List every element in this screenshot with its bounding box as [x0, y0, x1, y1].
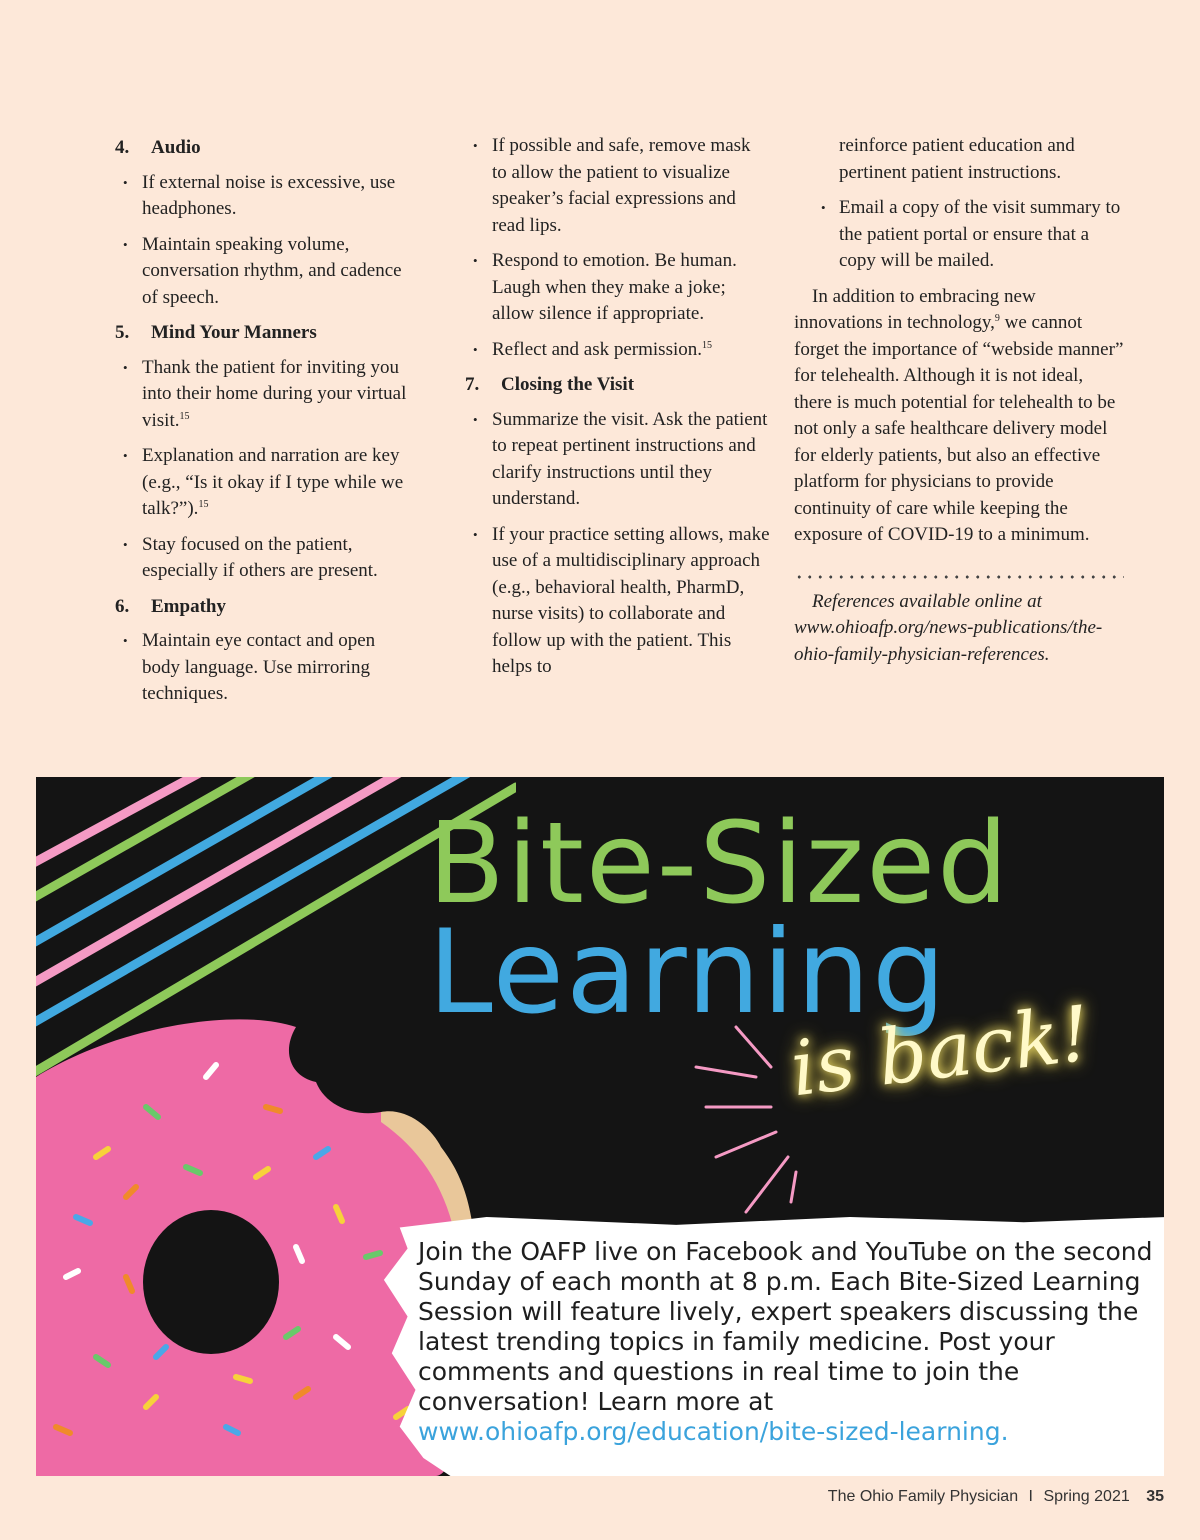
- empathy-list-continued: [465, 133, 770, 363]
- list-item-text: Respond to emotion. Be human. Laugh when they make a joke; allow silence if appropriate.: [492, 250, 737, 324]
- list-item: [115, 355, 415, 435]
- ad-link[interactable]: www.ohioafp.org/education/bite-sized-learning.: [418, 1417, 1009, 1446]
- bullet-icon: •: [123, 359, 128, 375]
- article-column-1: [115, 133, 415, 717]
- bullet-icon: •: [473, 411, 478, 427]
- list-item: [794, 195, 1124, 275]
- audio-list: [115, 170, 415, 312]
- list-item-text: Maintain eye contact and open body language. Use mirroring techniques.: [142, 630, 376, 704]
- page-footer: [828, 1488, 1164, 1506]
- list-item-text: If external noise is excessive, use headphones.: [142, 171, 396, 219]
- list-item-text: If possible and safe, remove mask to allow the patient to visualize speaker’s facial expressions and read lips.: [492, 135, 751, 236]
- list-item: [115, 532, 415, 585]
- publication-name: The Ohio Family Physician: [827, 1488, 1019, 1505]
- list-item-text: Stay focused on the patient, especially if others are present.: [142, 533, 378, 581]
- list-item: [465, 337, 770, 364]
- bullet-icon: •: [123, 448, 128, 463]
- empathy-list: [115, 628, 415, 708]
- list-item: [115, 170, 415, 223]
- section-heading-audio: [115, 135, 415, 162]
- list-item: [115, 628, 415, 708]
- closing-list: [465, 407, 770, 681]
- section-number: 4.: [115, 137, 130, 158]
- section-number: 5.: [115, 322, 130, 343]
- bullet-icon: •: [123, 174, 128, 190]
- list-item-continued: reinforce patient education and pertinent patient instructions.: [839, 135, 1075, 183]
- list-item: [115, 232, 415, 312]
- section-title: Mind Your Manners: [151, 322, 317, 343]
- list-item: [465, 133, 770, 239]
- list-item-text: If your practice setting allows, make use of a multidisciplinary approach (e.g., behavioral health, PharmD, nurse visits) to collaborate and follow up with the patient. This helps to: [492, 523, 770, 677]
- reference-marker: 15: [198, 499, 209, 510]
- reference-marker: 15: [179, 410, 190, 422]
- list-item-text: Thank the patient for inviting you into their home during your virtual visit.: [142, 356, 407, 431]
- list-item-text: Explanation and narration are key (e.g., “Is it okay if I type while we talk?”).: [142, 445, 404, 519]
- manners-list: [115, 355, 415, 585]
- donut-hole: [143, 1210, 279, 1354]
- references-note: References available online at www.ohioafp.org/news-publications/the-ohio-family-physician-references.: [794, 590, 1103, 665]
- bite-sized-learning-ad: [36, 777, 1164, 1476]
- bullet-icon: •: [123, 536, 128, 552]
- section-title: Closing the Visit: [501, 374, 635, 395]
- bullet-icon: •: [123, 236, 128, 252]
- bullet-icon: •: [123, 633, 128, 648]
- ad-title-line-1: Bite-Sized: [428, 799, 1011, 929]
- bullet-icon: •: [473, 526, 478, 542]
- reference-marker: 9: [994, 313, 1000, 324]
- list-item-text: Summarize the visit. Ask the patient to repeat pertinent instructions and clarify instructions until they understand.: [492, 408, 768, 509]
- footer-separator: I: [1028, 1488, 1033, 1505]
- bullet-icon: •: [473, 138, 478, 153]
- section-heading-manners: [115, 320, 415, 347]
- section-number: 6.: [115, 595, 130, 617]
- list-item-text: Maintain speaking volume, conversation rhythm, and cadence of speech.: [142, 233, 402, 308]
- ad-tagline: is back!: [786, 988, 1096, 1114]
- section-heading-closing: [465, 372, 770, 399]
- reference-marker: 15: [702, 339, 713, 351]
- section-heading-empathy: [115, 594, 415, 621]
- article-column-3: [794, 133, 1124, 668]
- bullet-icon: •: [473, 341, 478, 357]
- bullet-icon: •: [821, 200, 826, 215]
- paragraph-text: In addition to embracing new innovations in technology,: [794, 285, 1036, 333]
- list-item-text: Email a copy of the visit summary to the patient portal or ensure that a copy will be mailed.: [839, 197, 1121, 271]
- section-title: Audio: [151, 137, 201, 158]
- article-column-2: [465, 133, 770, 690]
- list-item-text: Reflect and ask permission.: [492, 338, 703, 360]
- issue-label: Spring 2021: [1043, 1488, 1130, 1505]
- list-item: [465, 522, 770, 681]
- ad-body-text: Join the OAFP live on Facebook and YouTube on the second Sunday of each month at 8 p.m. Each Bite-Sized Learning Session will feature lively, expert speakers discussing the latest trending topics in family medicine. Post your comments and questions in real time to join the conversation! Learn more at: [418, 1237, 1153, 1416]
- page-number: 35: [1146, 1488, 1164, 1505]
- bullet-icon: •: [473, 253, 478, 268]
- list-item: [115, 443, 415, 523]
- dotted-divider: [794, 575, 1124, 579]
- ad-body: [418, 1237, 1158, 1447]
- closing-list-continued: [794, 195, 1124, 275]
- section-title: Empathy: [151, 595, 226, 617]
- paragraph-text: we cannot forget the importance of “webside manner” for telehealth. Although it is not ideal, there is much potential for telehealth to be not only a safe healthcare delivery model for elderly patients, but also an effective platform for physicians to provide continuity of care while keeping the exposure of COVID-19 to a minimum.: [794, 312, 1124, 545]
- closing-paragraph: [794, 284, 1124, 549]
- ad-title-line-2: Learning: [428, 905, 948, 1040]
- section-number: 7.: [465, 374, 480, 395]
- list-item: [465, 248, 770, 328]
- list-item: [465, 407, 770, 513]
